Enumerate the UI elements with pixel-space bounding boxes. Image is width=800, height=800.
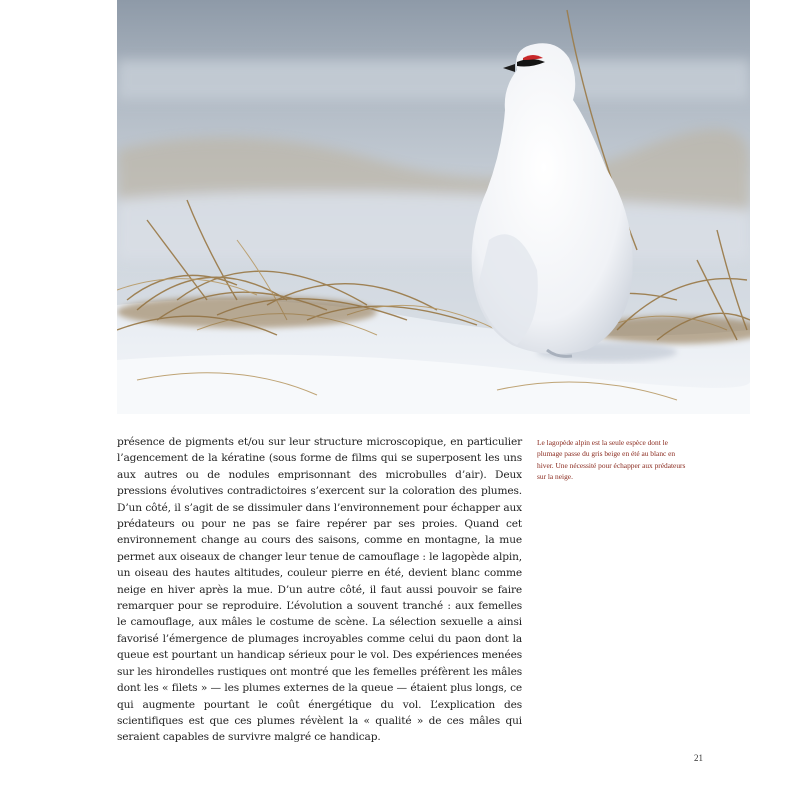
photo-caption (537, 437, 687, 483)
caption-text: Le lagopède alpin est la seule espèce dont le plumage passe du gris beige en été au blanc en hiver. Une nécessité pour échapper aux prédateurs sur la neige. (537, 438, 686, 482)
article-paragraph: présence de pigments et/ou sur leur structure microscopique, en particulier l’agencement de la kératine (sous forme de films qui se superposent les uns aux autres ou de nodules emprisonnant des microbulles d’air). Deux pressions évolutives contradictoires s’exercent sur la coloration des plumes. D’un côté, il s’agit de se dissimuler dans l’environnement pour échapper aux prédateurs ou pour ne pas se faire repérer par ses proies. Quand cet environnement change au cours des saisons, comme en montagne, la mue permet aux oiseaux de changer leur tenue de camouflage : le lagopède alpin, un oiseau des hautes altitudes, couleur pierre en été, devient blanc comme neige en hiver après la mue. D’un autre côté, il faut aussi pouvoir se faire remarquer pour se reproduire. L’évolution a souvent tranché : aux femelles le camouflage, aux mâles le costume de scène. La sélection sexuelle a ainsi favorisé l’émergence de plumages incroyables comme celui du paon dont la queue est pourtant un handicap sérieux pour le vol. Des expériences menées sur les hirondelles rustiques ont montré que les femelles préfèrent les mâles dont les « filets » — les plumes externes de la queue — étaient plus longs, ce qui augmente pourtant le coût énergétique du vol. L’explication des scientifiques est que ces plumes révèlent la « qualité » de ces mâles qui seraient capables de survivre malgré ce handicap. (117, 436, 522, 744)
photo-illustration (117, 0, 750, 414)
ptarmigan-photo (117, 0, 750, 414)
article-body (117, 434, 522, 746)
page-number: 21 (694, 753, 703, 763)
